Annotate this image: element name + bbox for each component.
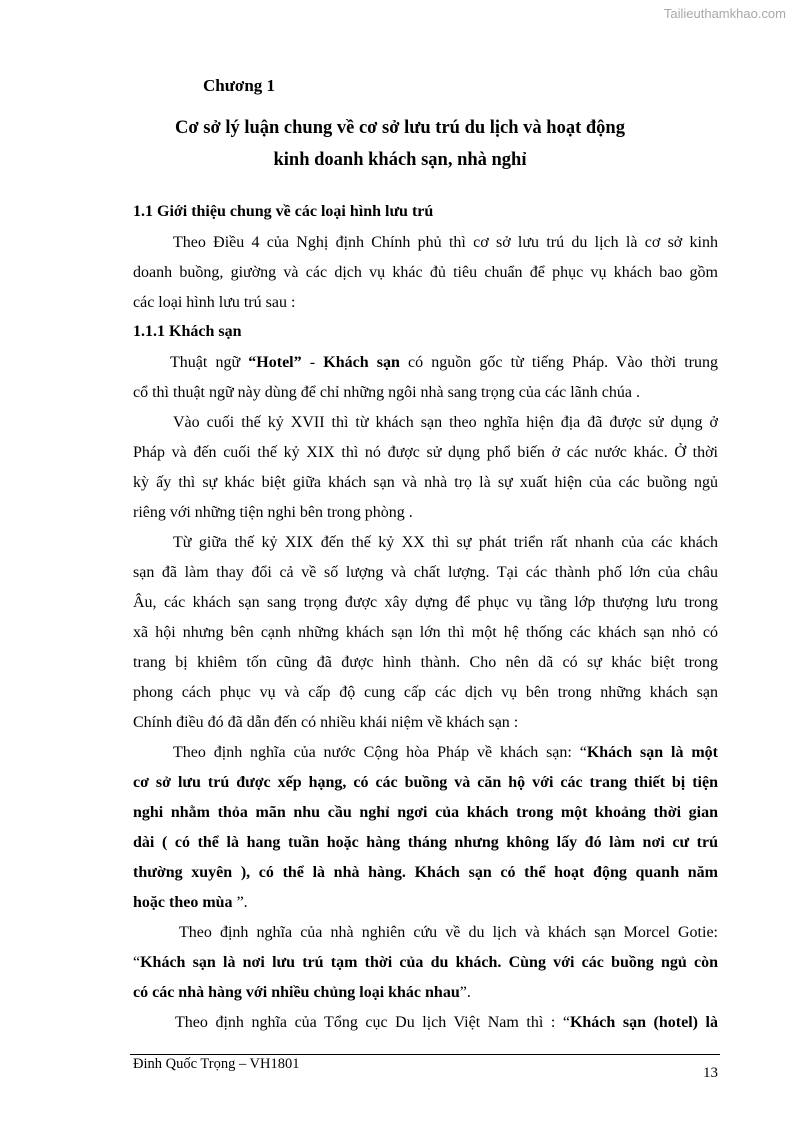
text-run: ”. xyxy=(232,894,248,911)
text-run: - xyxy=(301,354,324,371)
body-line: Từ giữa thế kỷ XIX đến thế kỷ XX thì sự phát triển rất nhanh của các khách xyxy=(173,534,718,551)
body-line: doanh buồng, giường và các dịch vụ khác đủ tiêu chuẩn để phục vụ khách bao gồm xyxy=(133,264,718,281)
body-line: Vào cuối thế kỷ XVII thì từ khách sạn theo nghĩa hiện địa đã được sử dụng ở xyxy=(173,414,718,431)
body-line: Theo định nghĩa của nhà nghiên cứu về du lịch và khách sạn Morcel Gotie: xyxy=(179,924,718,941)
body-line xyxy=(133,1013,718,1033)
text-run: Theo định nghĩa của nước Cộng hòa Pháp về khách sạn: “ xyxy=(173,744,587,761)
body-line: Pháp và đến cuối thế kỷ XIX thì nó được sử dụng phổ biến ở các nước khác. Ở thời xyxy=(133,444,718,461)
body-line xyxy=(133,353,718,373)
text-run: Thuật ngữ xyxy=(170,354,249,371)
bold-run: có các nhà hàng với nhiều chủng loại khác nhau xyxy=(133,984,460,1001)
body-line: Âu, các khách sạn sang trọng được xây dựng để phục vụ tầng lớp thượng lưu trong xyxy=(133,594,718,611)
body-line: cơ sở lưu trú được xếp hạng, có các buồng và căn hộ với các trang thiết bị tiện xyxy=(133,774,718,791)
body-line: thường xuyên ), có thể là nhà hàng. Khách sạn có thể hoạt động quanh năm xyxy=(133,864,718,881)
body-line: riêng với những tiện nghi bên trong phòng . xyxy=(133,504,413,521)
chapter-title-line-2: kinh doanh khách sạn, nhà nghỉ xyxy=(273,150,527,170)
bold-run: Khách sạn là một xyxy=(586,744,718,761)
body-line: Chính điều đó đã dẫn đến có nhiều khái niệm về khách sạn : xyxy=(133,714,519,731)
body-line: sạn đã làm thay đổi cả về số lượng và chất lượng. Tại các thành phố lớn của châu xyxy=(133,564,718,581)
section-heading: 1.1 Giới thiệu chung về các loại hình lưu trú xyxy=(133,203,434,220)
body-line: trang bị khiêm tốn cũng đã được hình thành. Cho nên dã có sự khác biệt trong xyxy=(133,654,718,671)
body-line: xã hội nhưng bên cạnh những khách sạn lớn thì một hệ thống các khách sạn nhỏ có xyxy=(133,624,718,641)
footer-divider xyxy=(130,1054,720,1055)
body-line: cổ thì thuật ngữ này dùng để chỉ những ngôi nhà sang trọng của các lãnh chúa . xyxy=(133,384,640,401)
bold-run: Khách sạn là nơi lưu trú tạm thời của du khách. Cùng với các buồng ngủ còn xyxy=(140,954,718,971)
body-line xyxy=(133,953,718,973)
text-run: ”. xyxy=(459,984,471,1001)
body-line: nghi nhằm thỏa mãn nhu cầu nghỉ ngơi của khách trong một khoảng thời gian xyxy=(133,804,718,821)
text-run: có nguồn gốc từ tiếng Pháp. Vào thời trung xyxy=(399,354,718,371)
body-line: Theo Điều 4 của Nghị định Chính phủ thì cơ sở lưu trú du lịch là cơ sở kinh xyxy=(173,234,718,251)
term-hotel: “Hotel” xyxy=(248,354,302,371)
page-number: 13 xyxy=(703,1065,718,1081)
chapter-label: Chương 1 xyxy=(203,76,276,95)
text-run: Theo định nghĩa của Tổng cục Du lịch Việt Nam thì : “ xyxy=(175,1014,570,1031)
text-run: “ xyxy=(133,954,141,971)
chapter-title-line-1: Cơ sở lý luận chung về cơ sở lưu trú du lịch và hoạt động xyxy=(175,118,625,138)
body-line: các loại hình lưu trú sau : xyxy=(133,294,296,311)
body-line xyxy=(133,743,718,763)
body-line: phong cách phục vụ và cấp độ cung cấp các dịch vụ bên trong những khách sạn xyxy=(133,684,718,701)
term-khach-san: Khách sạn xyxy=(323,354,400,371)
body-line xyxy=(133,983,718,1003)
bold-run: Khách sạn (hotel) là xyxy=(569,1014,718,1031)
body-line: kỳ ấy thì sự khác biệt giữa khách sạn và nhà trọ là sự xuất hiện của các buồng ngủ xyxy=(133,474,718,491)
footer-author: Đinh Quốc Trọng – VH1801 xyxy=(133,1056,300,1072)
subsection-heading: 1.1.1 Khách sạn xyxy=(133,323,242,340)
watermark: Tailieuthamkhao.com xyxy=(663,6,786,21)
body-line xyxy=(133,893,718,913)
bold-run: hoặc theo mùa xyxy=(133,894,233,911)
body-line: dài ( có thể là hang tuần hoặc hàng tháng nhưng không lấy đó làm nơi cư trú xyxy=(133,834,718,851)
